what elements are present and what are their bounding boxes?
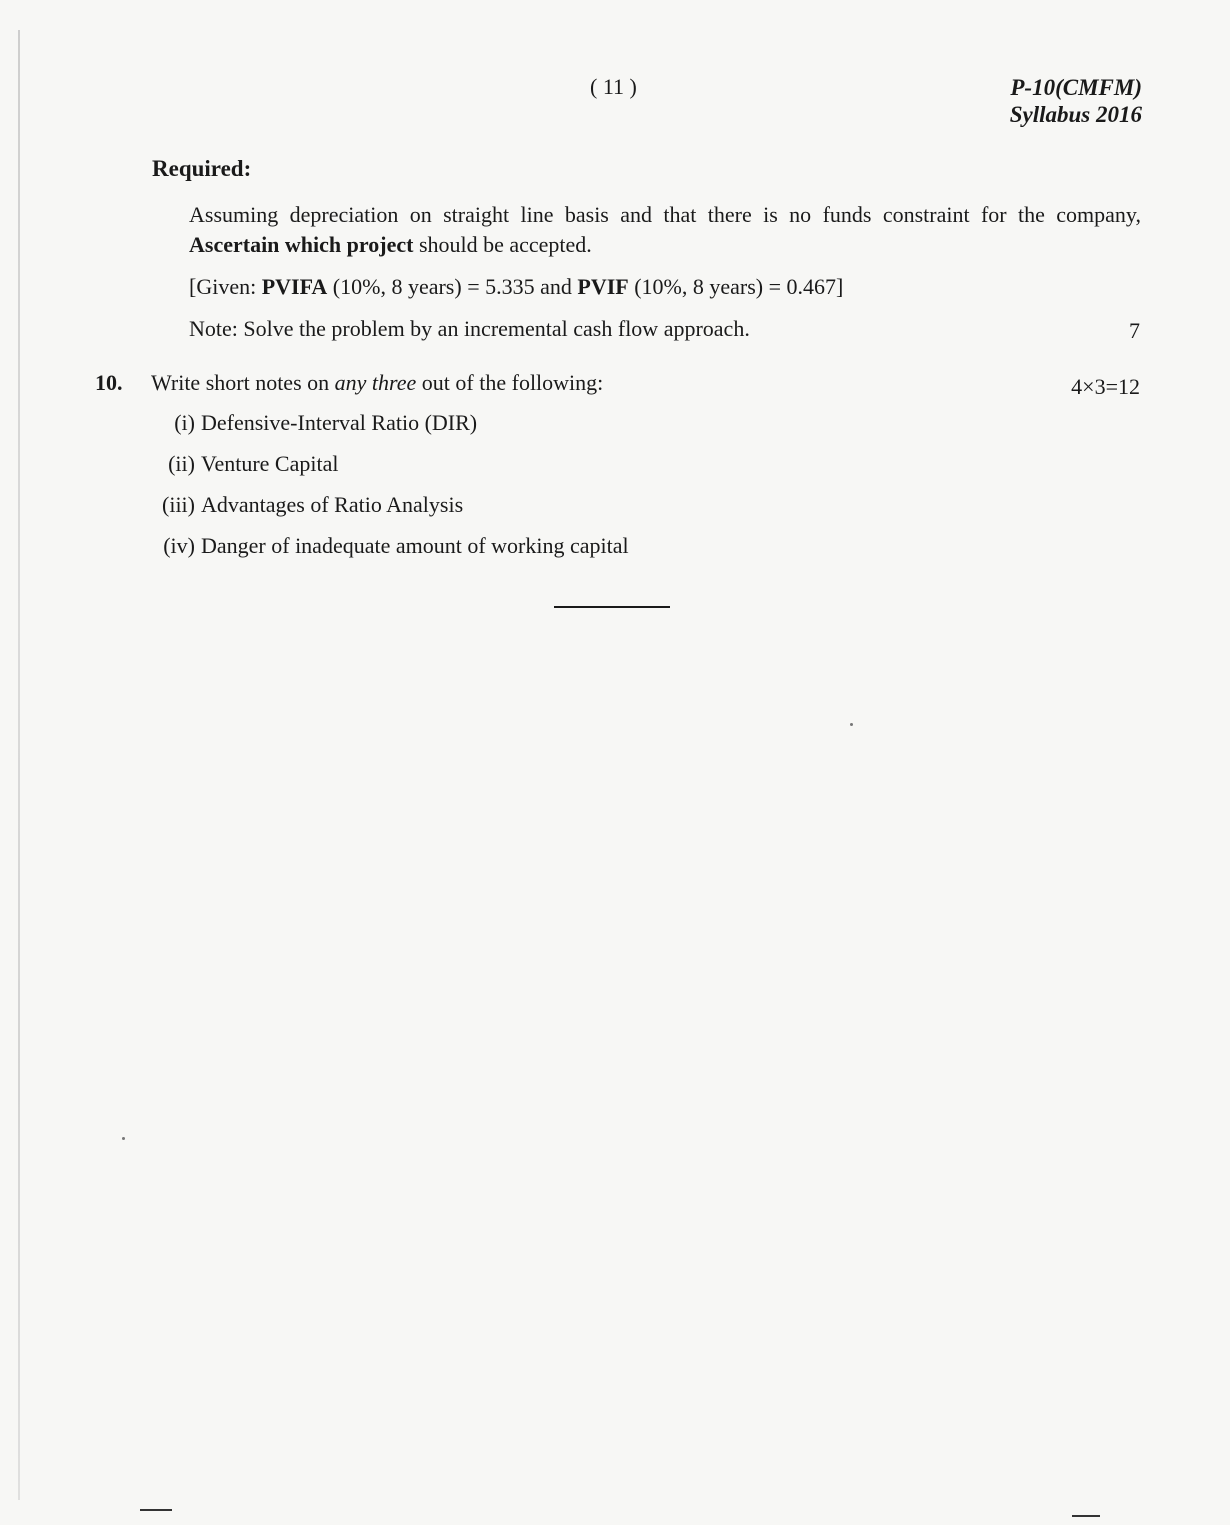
question-text [151,370,603,396]
scanned-page-edge [18,30,20,1500]
note-text: Note: Solve the problem by an incremental cash flow approach. [189,316,750,341]
given-mid: (10%, 8 years) = 5.335 and [327,274,578,299]
required-text-b: should be accepted. [413,232,592,257]
list-item [145,451,338,477]
given-end: (10%, 8 years) = 0.467] [628,274,844,299]
list-item-index: (iv) [163,533,195,558]
required-marks: 7 [1129,318,1140,343]
list-item [145,410,477,436]
required-text-bold: Ascertain which project [189,232,414,257]
required-text-a: Assuming depreciation on straight line basis and that there is no funds constraint for the company, [189,202,1141,227]
paper-header [1010,74,1142,128]
list-item-label: Defensive-Interval Ratio (DIR) [201,410,478,435]
question-text-b: out of the following: [416,370,604,395]
scan-mark [140,1509,172,1511]
list-item [145,492,463,518]
list-item [145,533,629,559]
syllabus-label: Syllabus 2016 [1009,102,1142,127]
list-item-index: (ii) [168,451,195,476]
scan-mark [1072,1515,1100,1517]
scan-speck [850,723,853,726]
list-item-label: Advantages of Ratio Analysis [201,492,464,517]
end-rule [554,606,670,608]
given-values [189,272,1141,302]
required-heading: Required: [152,156,252,181]
given-pvif: PVIF [577,274,629,299]
list-item-index: (i) [174,410,195,435]
scan-speck [122,1137,125,1140]
paper-code: P-10(CMFM) [1010,75,1142,100]
question-number: 10. [95,370,123,395]
list-item-label: Venture Capital [201,451,339,476]
page-number: ( 11 ) [590,74,637,99]
given-pvifa: PVIFA [261,274,328,299]
question-marks: 4×3=12 [1071,374,1140,399]
list-item-index: (iii) [162,492,195,517]
required-paragraph [189,200,1141,260]
question-text-italic: any three [334,370,417,395]
given-prefix: [Given: [189,274,262,299]
question-text-a: Write short notes on [151,370,335,395]
list-item-label: Danger of inadequate amount of working capital [201,533,629,558]
